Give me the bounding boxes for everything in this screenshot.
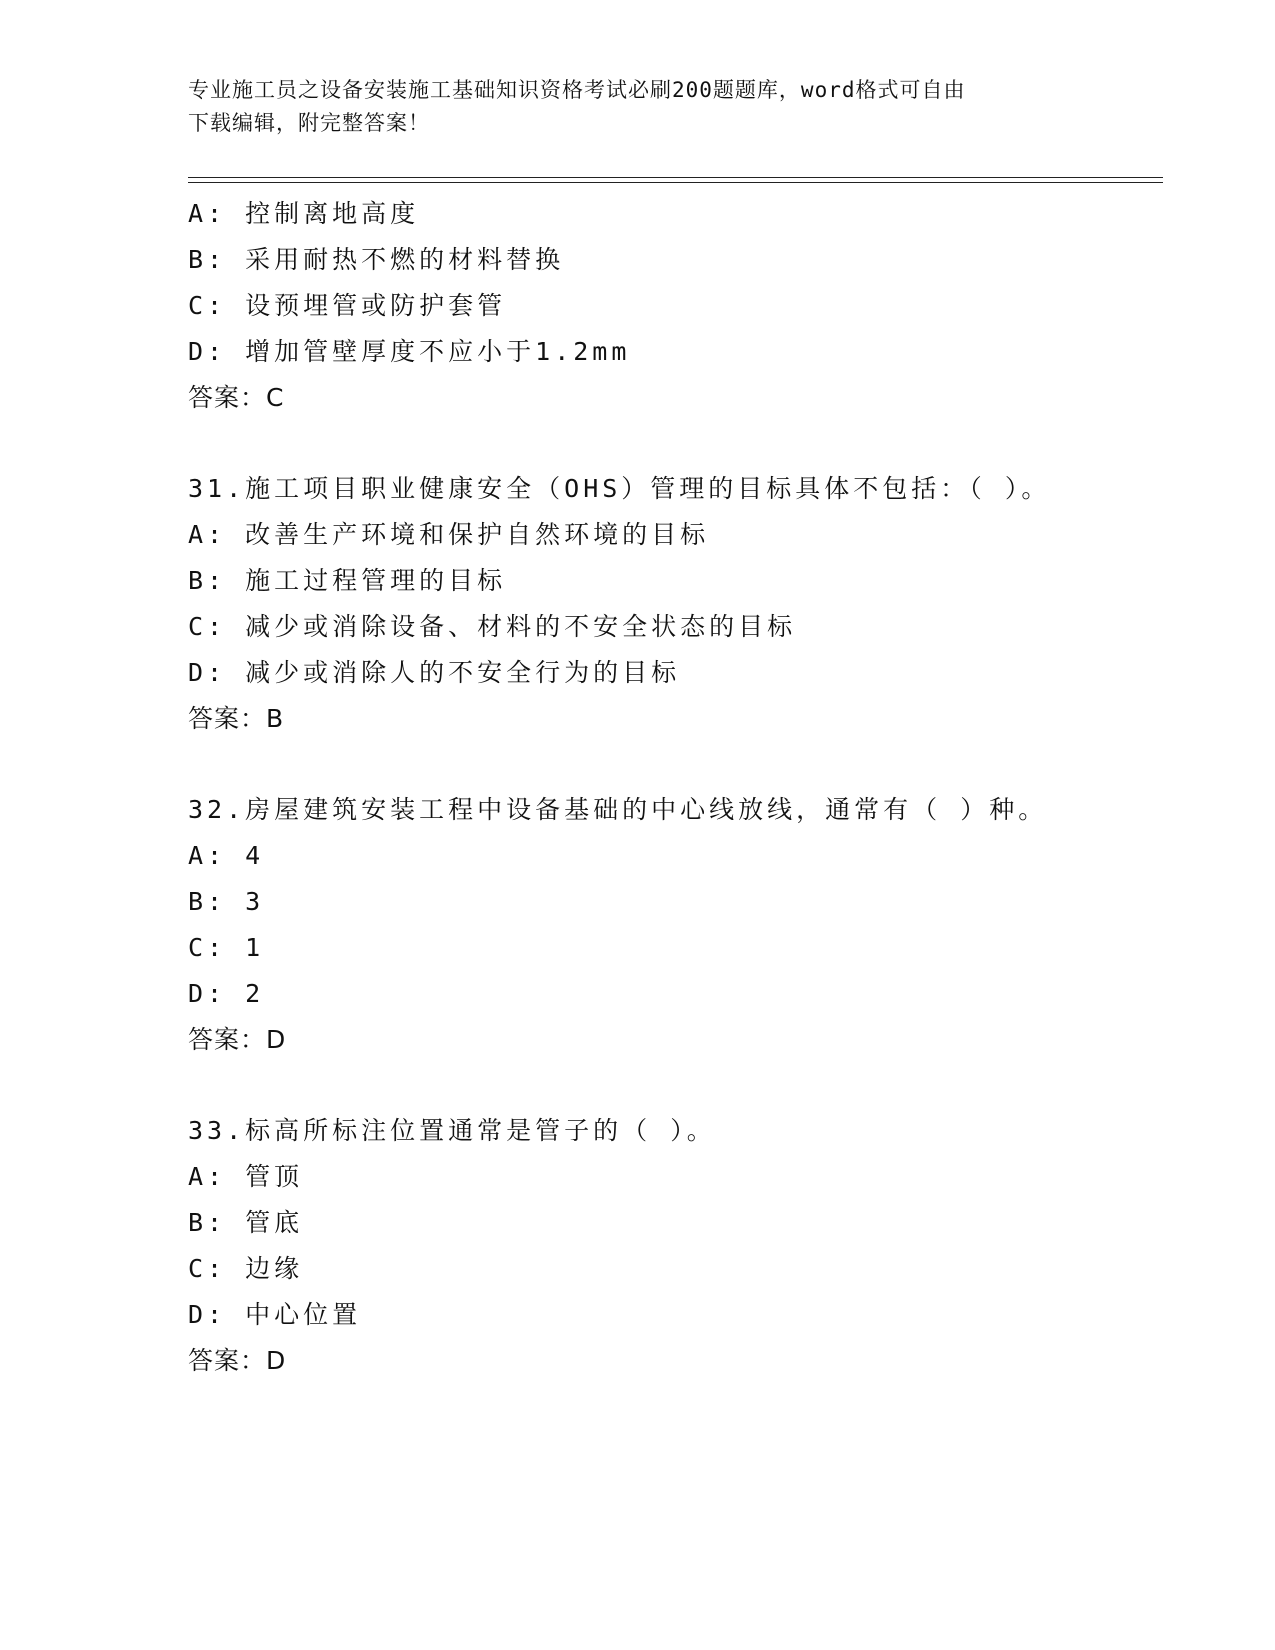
spacer: [188, 742, 1163, 787]
header-divider-top: [188, 177, 1163, 178]
answer-line: 答案：C: [188, 383, 285, 412]
question-text: 33.标高所标注位置通常是管子的（ ）。: [188, 1116, 716, 1145]
option-a: A: 控制离地高度: [188, 199, 420, 228]
answer-line: 答案：B: [188, 704, 285, 733]
header-divider-bottom: [188, 182, 1163, 183]
option-b: B: 采用耐热不燃的材料替换: [188, 245, 565, 274]
header-line-2: 下载编辑，附完整答案！: [188, 111, 430, 135]
question-block-31: [188, 466, 1163, 742]
option-c: C: 设预埋管或防护套管: [188, 291, 507, 320]
option-a: A: 管顶: [188, 1162, 304, 1191]
option-d: D: 中心位置: [188, 1300, 362, 1329]
question-list: [188, 191, 1163, 1384]
option-a: A: 改善生产环境和保护自然环境的目标: [188, 520, 710, 549]
spacer: [188, 1063, 1163, 1108]
option-b: B: 3: [188, 887, 265, 916]
question-text: 32.房屋建筑安装工程中设备基础的中心线放线，通常有（ ）种。: [188, 795, 1048, 824]
question-block-32: [188, 787, 1163, 1063]
answer-line: 答案：D: [188, 1025, 287, 1054]
spacer: [188, 421, 1163, 466]
option-a: A: 4: [188, 841, 265, 870]
option-b: B: 管底: [188, 1208, 304, 1237]
option-c: C: 减少或消除设备、材料的不安全状态的目标: [188, 612, 797, 641]
question-block-33: [188, 1108, 1163, 1384]
header-line-1: 专业施工员之设备安装施工基础知识资格考试必刷200题题库，word格式可自由: [188, 78, 966, 102]
option-c: C: 边缘: [188, 1254, 304, 1283]
option-b: B: 施工过程管理的目标: [188, 566, 507, 595]
option-d: D: 增加管壁厚度不应小于1.2mm: [188, 337, 631, 366]
option-c: C: 1: [188, 933, 265, 962]
answer-line: 答案：D: [188, 1346, 287, 1375]
document-header: [188, 74, 1078, 140]
option-d: D: 减少或消除人的不安全行为的目标: [188, 658, 681, 687]
question-text: 31.施工项目职业健康安全（OHS）管理的目标具体不包括：（ ）。: [188, 474, 1051, 503]
question-block-30: [188, 191, 1163, 421]
option-d: D: 2: [188, 979, 265, 1008]
